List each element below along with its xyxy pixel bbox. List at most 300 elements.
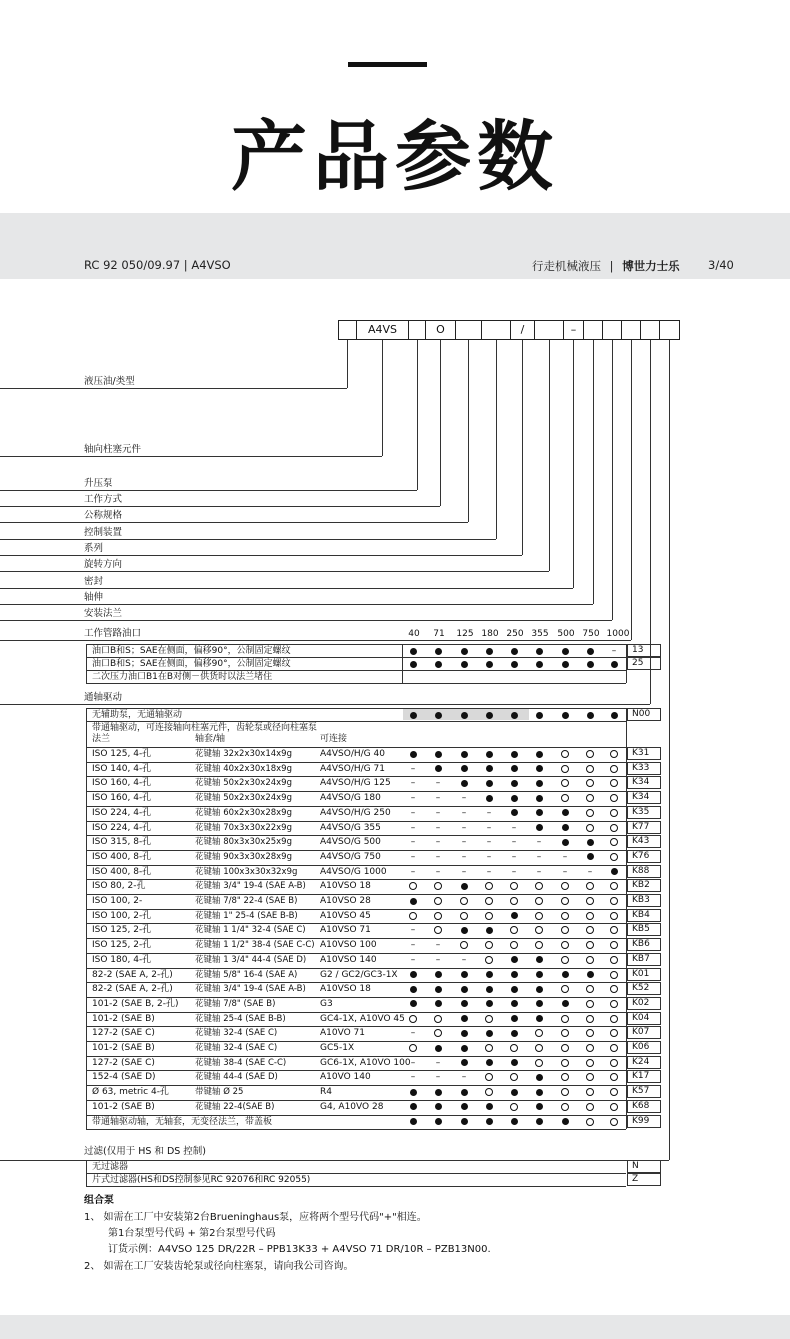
filled-dot — [534, 1072, 544, 1082]
open-circle — [585, 778, 595, 788]
filled-dot-mark — [562, 712, 569, 719]
size-label: 71 — [433, 629, 445, 639]
open-circle-mark — [510, 1103, 518, 1111]
dash: – — [435, 778, 441, 789]
leader-vline — [612, 340, 613, 620]
dash: – — [461, 954, 467, 965]
filled-dot-mark — [486, 927, 493, 934]
through-code: KB3 — [627, 894, 661, 907]
open-circle-mark — [610, 897, 618, 905]
filled-dot — [484, 925, 494, 935]
shaft-cell: 带键轴 Ø 25 — [195, 1087, 244, 1098]
through-code: K04 — [627, 1012, 661, 1025]
flange-cell: 127-2 (SAE C) — [92, 1057, 155, 1068]
code-box — [583, 320, 603, 340]
open-circle-mark — [561, 779, 569, 787]
open-circle — [609, 999, 619, 1009]
dash: – — [410, 851, 416, 862]
filled-dot — [459, 710, 469, 720]
leader-hline — [0, 522, 468, 523]
open-circle-mark — [434, 882, 442, 890]
title-bar — [348, 62, 427, 67]
through-code: K88 — [627, 865, 661, 878]
open-circle — [585, 984, 595, 994]
filled-dot — [509, 646, 519, 656]
shaft-cell: 花键轴 38-4 (SAE C-C) — [195, 1057, 287, 1068]
filled-dot-mark — [536, 1103, 543, 1110]
dash: – — [562, 866, 568, 877]
filter-text: 片式过滤器(HS和DS控制参见RC 92076和RC 92055) — [92, 1175, 311, 1185]
flange-cell: 101-2 (SAE B) — [92, 1101, 155, 1112]
filled-dot-mark — [562, 809, 569, 816]
flange-cell: ISO 160, 4-孔 — [92, 793, 152, 804]
dash: – — [486, 822, 492, 833]
open-circle — [585, 881, 595, 891]
filled-dot-mark — [562, 971, 569, 978]
through-code: K34 — [627, 776, 661, 789]
filled-dot — [459, 778, 469, 788]
filled-dot-mark — [461, 1000, 468, 1007]
open-circle — [484, 896, 494, 906]
leader-vline — [573, 340, 574, 588]
dash: – — [435, 837, 441, 848]
flange-cell: ISO 125, 4-孔 — [92, 749, 152, 759]
code-box — [481, 320, 511, 340]
open-circle-mark — [610, 882, 618, 890]
table-border — [86, 1160, 87, 1186]
open-circle-mark — [485, 882, 493, 890]
open-circle — [433, 1028, 443, 1038]
label-through-drive: 通轴驱动 — [84, 692, 123, 703]
filled-dot — [484, 778, 494, 788]
filled-dot — [534, 999, 544, 1009]
filled-dot-mark — [511, 751, 518, 758]
dash: – — [435, 851, 441, 862]
blank — [433, 672, 443, 682]
filled-dot-mark — [486, 661, 493, 668]
open-circle — [609, 1072, 619, 1082]
attach-cell: A4VSO/G 180 — [320, 793, 381, 804]
filled-dot — [484, 1117, 494, 1127]
filled-dot-mark — [486, 986, 493, 993]
open-circle — [609, 1102, 619, 1112]
open-circle-mark — [510, 1044, 518, 1052]
through-code: K35 — [627, 806, 661, 819]
through-intro: 带通轴驱动，可连接轴向柱塞元件，齿轮泵或径向柱塞泵 — [92, 723, 318, 733]
note-1-format: 第1台泵型号代码 + 第2台泵型号代码 — [108, 1228, 276, 1239]
filled-dot-mark — [435, 765, 442, 772]
attach-cell: A10VO 71 — [320, 1028, 366, 1039]
open-circle-mark — [485, 1088, 493, 1096]
open-circle — [585, 764, 595, 774]
open-circle — [585, 999, 595, 1009]
open-circle-mark — [610, 750, 618, 758]
open-circle-mark — [535, 912, 543, 920]
open-circle-mark — [485, 897, 493, 905]
filled-dot-mark — [562, 661, 569, 668]
open-circle-mark — [561, 926, 569, 934]
open-circle-mark — [586, 779, 594, 787]
dash: – — [435, 793, 441, 804]
open-circle-mark — [561, 985, 569, 993]
filled-dot-mark — [461, 971, 468, 978]
filled-dot-mark — [587, 971, 594, 978]
flange-cell: Ø 63, metric 4-孔 — [92, 1087, 169, 1098]
filled-dot — [509, 764, 519, 774]
filled-dot — [534, 970, 544, 980]
dash: – — [410, 822, 416, 833]
filled-dot-mark — [461, 1015, 468, 1022]
flange-cell: ISO 125, 2-孔 — [92, 925, 152, 936]
shaft-cell: 花键轴 32-4 (SAE C) — [195, 1043, 278, 1053]
table-border — [626, 708, 627, 1129]
open-circle — [609, 764, 619, 774]
open-circle — [585, 925, 595, 935]
shaft-cell: 花键轴 3/4" 19-4 (SAE A-B) — [195, 881, 306, 892]
shaft-cell: 花键轴 80x3x30x25x9g — [195, 837, 292, 848]
flange-cell: 带通轴驱动轴，无轴套，无变径法兰，带盖板 — [92, 1116, 273, 1127]
open-circle-mark — [561, 765, 569, 773]
blank — [484, 672, 494, 682]
open-circle-mark — [434, 897, 442, 905]
filled-dot-mark — [410, 1089, 417, 1096]
leader-hline — [0, 604, 593, 605]
open-circle-mark — [535, 1029, 543, 1037]
attach-cell: A4VSO/H/G 40 — [320, 749, 385, 759]
flange-cell: ISO 400, 8-孔 — [92, 851, 152, 862]
open-circle — [560, 764, 570, 774]
filled-dot-mark — [486, 971, 493, 978]
open-circle-mark — [586, 1015, 594, 1023]
open-circle — [585, 823, 595, 833]
open-circle — [585, 1102, 595, 1112]
note-2: 2、 如需在工厂安装齿轮泵或径向柱塞泵，请向我公司咨询。 — [84, 1261, 354, 1272]
open-circle — [585, 808, 595, 818]
filled-dot — [408, 999, 418, 1009]
dash: – — [461, 807, 467, 818]
filled-dot — [534, 1014, 544, 1024]
filled-dot-mark — [511, 661, 518, 668]
filled-dot-mark — [410, 751, 417, 758]
filled-dot — [408, 970, 418, 980]
filled-dot — [534, 823, 544, 833]
shaft-cell: 花键轴 32x2x30x14x9g — [195, 749, 292, 759]
through-code: K01 — [627, 968, 661, 981]
open-circle-mark — [586, 941, 594, 949]
attach-cell: A4VSO/H/G 125 — [320, 778, 391, 789]
shaft-cell: 花键轴 7/8" (SAE B) — [195, 998, 276, 1009]
filled-dot — [459, 764, 469, 774]
table-border — [626, 644, 627, 683]
leader-vline — [631, 340, 632, 640]
through-code: K68 — [627, 1100, 661, 1113]
code-box: O — [425, 320, 456, 340]
open-circle-mark — [409, 1015, 417, 1023]
filled-dot-mark — [486, 1103, 493, 1110]
open-circle — [509, 896, 519, 906]
open-circle — [609, 881, 619, 891]
row-rule — [86, 1041, 626, 1042]
filled-dot-mark — [562, 1000, 569, 1007]
open-circle — [585, 955, 595, 965]
size-label: 250 — [506, 629, 524, 639]
dash: – — [435, 940, 441, 951]
filled-dot-mark — [486, 648, 493, 655]
open-circle-mark — [610, 1000, 618, 1008]
open-circle — [609, 1117, 619, 1127]
dash: – — [562, 851, 568, 862]
shaft-cell: 花键轴 90x3x30x28x9g — [195, 851, 292, 862]
size-label: 40 — [408, 629, 420, 639]
filled-dot — [459, 1087, 469, 1097]
filled-dot — [509, 1014, 519, 1024]
filled-dot-mark — [461, 986, 468, 993]
label-rotation: 旋转方向 — [84, 559, 123, 570]
size-label: 180 — [481, 629, 499, 639]
shaft-cell: 花键轴 1 1/2" 38-4 (SAE C-C) — [195, 940, 315, 951]
dash: – — [410, 793, 416, 804]
open-circle — [459, 911, 469, 921]
open-circle — [585, 896, 595, 906]
open-circle-mark — [610, 956, 618, 964]
open-circle — [484, 940, 494, 950]
row-rule — [86, 1160, 626, 1161]
shaft-cell: 花键轴 40x2x30x18x9g — [195, 763, 292, 774]
leader-hline — [0, 506, 440, 507]
shaft-cell: 花键轴 70x3x30x22x9g — [195, 822, 292, 833]
filled-dot — [534, 778, 544, 788]
dash: – — [587, 866, 593, 877]
through-code: K34 — [627, 791, 661, 804]
filled-dot — [534, 1087, 544, 1097]
shaft-cell: 花键轴 7/8" 22-4 (SAE B) — [195, 896, 298, 906]
open-circle — [408, 1014, 418, 1024]
dash: – — [461, 1072, 467, 1083]
open-circle-mark — [485, 941, 493, 949]
leader-vline — [496, 340, 497, 539]
filled-dot — [433, 1102, 443, 1112]
open-circle — [484, 1014, 494, 1024]
filter-code: N — [627, 1160, 661, 1173]
open-circle — [585, 940, 595, 950]
open-circle — [534, 881, 544, 891]
filled-dot-mark — [511, 648, 518, 655]
open-circle — [609, 1058, 619, 1068]
filled-dot — [484, 749, 494, 759]
open-circle-mark — [561, 1029, 569, 1037]
filled-dot — [585, 646, 595, 656]
filled-dot — [433, 659, 443, 669]
open-circle — [433, 925, 443, 935]
open-circle — [534, 911, 544, 921]
filled-dot — [484, 793, 494, 803]
filled-dot — [609, 659, 619, 669]
filled-dot — [585, 710, 595, 720]
filled-dot — [585, 837, 595, 847]
filled-dot-mark — [511, 1089, 518, 1096]
leader-hline — [0, 555, 522, 556]
open-circle — [484, 881, 494, 891]
open-circle-mark — [586, 1059, 594, 1067]
filled-dot-mark — [410, 661, 417, 668]
filled-dot — [408, 659, 418, 669]
filled-dot — [534, 808, 544, 818]
filled-dot-mark — [587, 853, 594, 860]
through-code: K57 — [627, 1085, 661, 1098]
filled-dot-mark — [461, 648, 468, 655]
through-code: K77 — [627, 821, 661, 834]
filled-dot — [585, 852, 595, 862]
open-circle-mark — [561, 882, 569, 890]
shaft-cell: 花键轴 3/4" 19-4 (SAE A-B) — [195, 984, 306, 995]
filled-dot-mark — [587, 839, 594, 846]
label-control: 控制装置 — [84, 527, 123, 538]
dash: – — [435, 954, 441, 965]
open-circle-mark — [561, 956, 569, 964]
filled-dot-mark — [435, 971, 442, 978]
filled-dot-mark — [435, 648, 442, 655]
attach-cell: R4 — [320, 1087, 332, 1098]
through-code: KB5 — [627, 923, 661, 936]
flange-cell: ISO 100, 2-孔 — [92, 910, 152, 921]
open-circle-mark — [586, 1073, 594, 1081]
code-box — [640, 320, 660, 340]
open-circle-mark — [434, 1015, 442, 1023]
filled-dot-mark — [587, 661, 594, 668]
filled-dot — [484, 646, 494, 656]
port-row-text: 二次压力油口B1在B对侧－供货时以法兰堵住 — [92, 672, 273, 682]
filter-code: Z — [627, 1173, 661, 1186]
filled-dot-mark — [536, 956, 543, 963]
flange-cell: ISO 140, 4-孔 — [92, 763, 152, 774]
filled-dot — [609, 710, 619, 720]
open-circle-mark — [610, 985, 618, 993]
dash: – — [435, 866, 441, 877]
filled-dot — [459, 1058, 469, 1068]
open-circle-mark — [586, 956, 594, 964]
filled-dot-mark — [461, 661, 468, 668]
open-circle — [459, 940, 469, 950]
through-code: K99 — [627, 1115, 661, 1128]
blank — [509, 672, 519, 682]
filled-dot — [560, 1117, 570, 1127]
open-circle — [560, 1043, 570, 1053]
open-circle — [560, 940, 570, 950]
filled-dot — [509, 1087, 519, 1097]
open-circle — [609, 808, 619, 818]
blank — [585, 672, 595, 682]
filled-dot — [560, 646, 570, 656]
open-circle — [534, 940, 544, 950]
open-circle — [408, 1043, 418, 1053]
flange-cell: 101-2 (SAE B) — [92, 1013, 155, 1024]
open-circle — [609, 1087, 619, 1097]
code-box — [621, 320, 641, 340]
flange-cell: ISO 400, 8-孔 — [92, 866, 152, 877]
leader-hline — [0, 388, 347, 389]
through-code: K06 — [627, 1041, 661, 1054]
open-circle — [534, 925, 544, 935]
flange-cell: 101-2 (SAE B, 2-孔) — [92, 998, 179, 1009]
leader-vline — [382, 340, 383, 456]
filled-dot — [459, 999, 469, 1009]
open-circle — [585, 793, 595, 803]
through-code: K31 — [627, 747, 661, 760]
row-rule — [86, 1129, 626, 1130]
open-circle-mark — [586, 750, 594, 758]
filled-dot-mark — [486, 1000, 493, 1007]
dash: – — [410, 837, 416, 848]
filled-dot-mark — [611, 868, 618, 875]
open-circle-mark — [561, 1015, 569, 1023]
open-circle-mark — [485, 1015, 493, 1023]
attach-cell: A4VSO/G 500 — [320, 837, 381, 848]
filled-dot — [534, 749, 544, 759]
open-circle-mark — [510, 941, 518, 949]
shaft-cell: 花键轴 60x2x30x28x9g — [195, 807, 292, 818]
dash: – — [511, 851, 517, 862]
open-circle-mark — [409, 1044, 417, 1052]
open-circle — [609, 793, 619, 803]
dash: – — [511, 866, 517, 877]
label-work-port: 工作管路油口 — [84, 628, 142, 639]
open-circle-mark — [586, 794, 594, 802]
open-circle-mark — [610, 765, 618, 773]
leader-hline — [0, 640, 631, 641]
open-circle-mark — [535, 882, 543, 890]
through-code: KB7 — [627, 953, 661, 966]
filled-dot-mark — [511, 795, 518, 802]
filled-dot-mark — [536, 780, 543, 787]
flange-cell: 101-2 (SAE B) — [92, 1043, 155, 1053]
filled-dot — [459, 1043, 469, 1053]
flange-cell: 127-2 (SAE C) — [92, 1028, 155, 1039]
leader-hline — [0, 456, 382, 457]
open-circle — [560, 896, 570, 906]
open-circle-mark — [586, 1044, 594, 1052]
flange-cell: ISO 100, 2- — [92, 896, 143, 906]
filled-dot — [408, 1102, 418, 1112]
filled-dot — [433, 970, 443, 980]
filled-dot-mark — [435, 1089, 442, 1096]
open-circle-mark — [561, 1059, 569, 1067]
open-circle-mark — [586, 1029, 594, 1037]
dash: – — [435, 822, 441, 833]
through-code: K33 — [627, 762, 661, 775]
filled-dot — [484, 999, 494, 1009]
filled-dot — [459, 1028, 469, 1038]
open-circle — [484, 1043, 494, 1053]
open-circle — [509, 940, 519, 950]
filled-dot — [585, 970, 595, 980]
filled-dot — [459, 1102, 469, 1112]
filled-dot-mark — [511, 971, 518, 978]
filled-dot — [459, 659, 469, 669]
open-circle-mark — [586, 912, 594, 920]
filled-dot — [484, 984, 494, 994]
open-circle — [509, 1043, 519, 1053]
open-circle-mark — [610, 779, 618, 787]
filled-dot-mark — [511, 986, 518, 993]
dash: – — [410, 940, 416, 951]
blank — [534, 672, 544, 682]
filled-dot-mark — [536, 1118, 543, 1125]
filled-dot — [509, 1058, 519, 1068]
filled-dot — [534, 955, 544, 965]
open-circle — [585, 1072, 595, 1082]
header-company — [532, 258, 680, 274]
attach-cell: A4VSO/H/G 71 — [320, 763, 385, 774]
